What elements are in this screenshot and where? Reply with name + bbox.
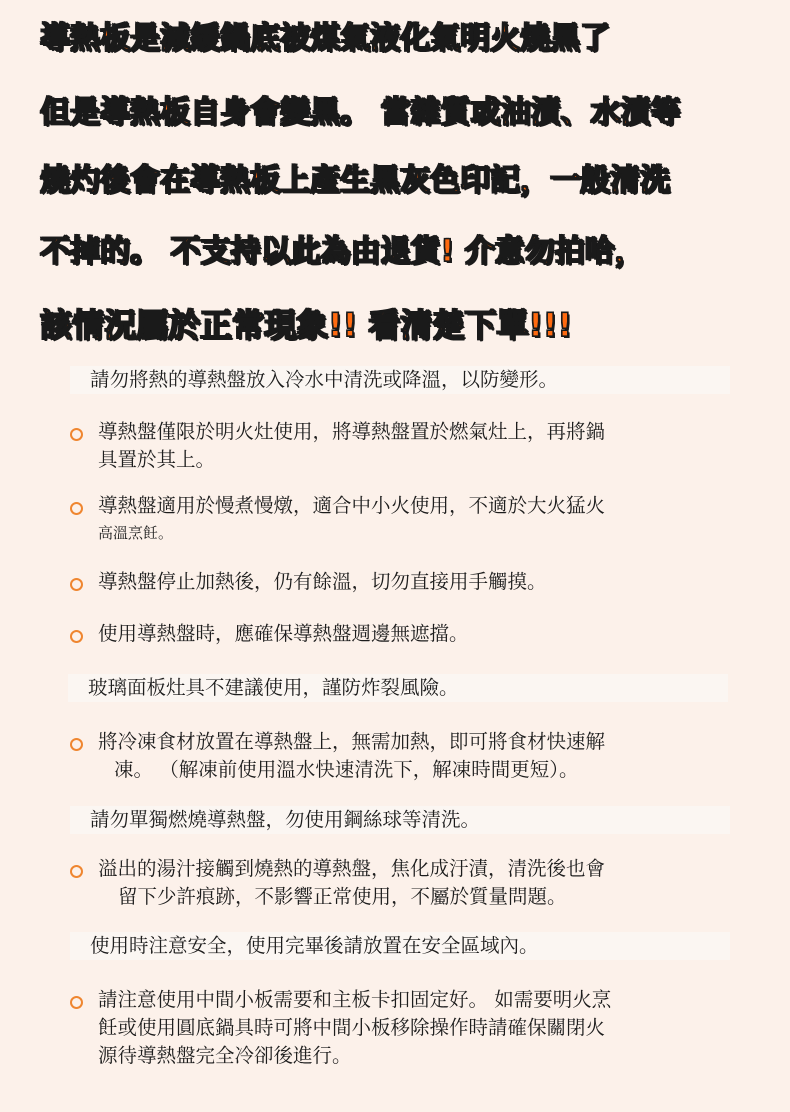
note-text-line: 高溫烹飪。 [98,524,174,542]
note-plain-3 [70,806,730,834]
note-bullet-7 [70,986,730,1070]
note-text: 使用時注意安全，使用完畢後請放置在安全區域內。 [90,934,539,957]
note-text-line: 溢出的湯汁接觸到燒熱的導熱盤，焦化成汙漬，清洗後也會 [98,857,606,880]
bullet-circle-icon [70,865,83,878]
note-bullet-5 [70,728,730,784]
note-text: 請勿單獨燃燒導熱盤，勿使用鋼絲球等清洗。 [90,808,481,831]
note-text-line: 將冷凍食材放置在導熱盤上，無需加熱，即可將食材快速解 [98,730,606,753]
note-text: 使用導熱盤時，應確保導熱盤週邊無遮擋。 [98,622,469,645]
note-text-line: 具置於其上。 [98,448,216,471]
note-bullet-6 [70,855,730,911]
note-bullet-2 [70,492,730,544]
note-bullet-1 [70,418,730,474]
headline-line-3: 燒灼後會在導熱板上產生黑灰色印記，一般清洗 [40,163,670,198]
bullet-circle-icon [70,428,83,441]
bullet-circle-icon [70,502,83,515]
note-text-line: 飪或使用圓底鍋具時可將中間小板移除操作時請確保關閉火 [98,1016,606,1039]
headline-line-5: 該情況屬於正常現象!! 看清楚下單!!! [40,306,573,344]
headline-line-1: 導熱板是減緩鍋底被煤氣液化氣明火燒黑了 [40,21,610,56]
bullet-circle-icon [70,578,83,591]
bullet-circle-icon [70,738,83,751]
bullet-circle-icon [70,630,83,643]
note-plain-1 [70,366,730,394]
note-text-line: 請注意使用中間小板需要和主板卡扣固定好。 如需要明火烹 [98,988,612,1011]
note-text: 導熱盤停止加熱後，仍有餘溫，切勿直接用手觸摸。 [98,570,547,593]
headline-line-2: 但是導熱板自身會變黑。 當雜質或油漬、水漬等 [40,95,681,130]
bullet-circle-icon [70,996,83,1009]
note-text: 請勿將熱的導熱盤放入冷水中清洗或降溫，以防變形。 [90,368,559,391]
note-plain-2 [68,674,728,702]
note-text-line: 留下少許痕跡，不影響正常使用，不屬於質量問題。 [118,885,567,908]
note-text-line: 導熱盤適用於慢煮慢燉，適合中小火使用，不適於大火猛火 [98,494,606,517]
note-text-line: 導熱盤僅限於明火灶使用，將導熱盤置於燃氣灶上，再將鍋 [98,420,606,443]
note-text-line: 凍。 （解凍前使用溫水快速清洗下，解凍時間更短）。 [114,758,579,781]
note-bullet-4 [70,620,730,648]
note-bullet-3 [70,568,730,596]
headline-line-4: 不掉的。 不支持以此為由退貨! 介意勿拍哈， [40,234,645,269]
note-text-line: 源待導熱盤完全冷卻後進行。 [98,1044,352,1067]
note-plain-4 [70,932,730,960]
note-text: 玻璃面板灶具不建議使用，謹防炸裂風險。 [88,676,459,699]
